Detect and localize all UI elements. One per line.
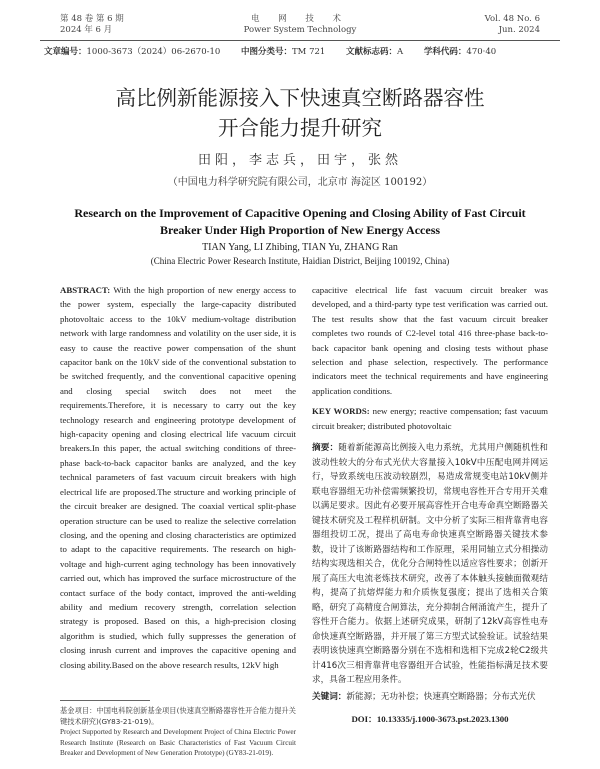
abstract-cn (312, 441, 548, 688)
doi: DOI：10.13335/j.1000-3673.pst.2023.1300 (351, 713, 509, 724)
article-metadata (44, 45, 514, 57)
keywords-en-label: KEY WORDS: (312, 406, 370, 417)
affiliation-en: (China Electric Power Research Institute, Haidian District, Beijing 100192, China) (150, 256, 450, 266)
title-cn-line2: 开合能力提升研究 (218, 116, 382, 140)
keywords-cn-text: 新能源；无功补偿；快速真空断路器；分布式光伏 (346, 691, 536, 702)
abstract-en-text-part1: With the high proportion of new energy access to the power system, especially the large-capacity distributed photovoltaic access to the 10kV medium-voltage distribution network with large randomness and volatility on the user side, it is easy to cause the reactive power compensation of the shunt capacitor bank on the 10kV side of the conventional substation to be switched frequently, and the conventional capacitive opening and closing special switch does not meet the requirements.Therefore, it is necessary to carry out the key technology research and engineering prototype development of high-capacity opening and closing electrical life vacuum circuit breakers.In this paper, the actual switching conditions of three-phase back-to-back capacitor banks are analyzed, and the key technical parameters of fast vacuum circuit breakers with high electrical life are proposed.The structure and working principle of the circuit breaker are designed. The coaxial vertical split-phase operation structure can be used to realize the selective correlation closing, and the opening and closing characteristics are optimized to adapt to the capacitive requirements. The research on high-voltage and high-current aging technology has been innovatively carried out, which has improved the surface microstructure of the contact surface of the body contact, improved the anti-welding ability and medium recovery strength, correlation selection strategy is proposed. Based on this, a high-precision closing algorithm is studied, which fully suppresses the generation of closing inrush current and improves the capacitive opening and closing ability.Based on the above research results, 12kV high (60, 285, 297, 670)
funding-footnote-cn: 基金项目：中国电科院创新基金项目(快速真空断路器容性开合能力提升关键技术研究)(GY83-21-019)。 (60, 706, 296, 726)
clc-code: 中图分类号：TM 721 (241, 47, 326, 57)
volume-number-en: Vol. 48 No. 6 (484, 14, 540, 24)
abstract-en-label: ABSTRACT: (60, 285, 111, 295)
doc-code: 文献标志码：A (346, 47, 404, 57)
abstract-cn-text: 随着新能源高比例接入电力系统，尤其用户侧随机性和波动性较大的分布式光伏大容量接入10kV中压配电网并网运行，导致系统电压波动较剧烈，易造成常规变电站10kV侧并联电容器组无功补偿需频繁投切，常规电容性开合专用开关难以满足要求。因此有必要开展高容性开合电寿命真空断路器关键技术研究及工程样机研制。文中分析了实际三相背靠背电容器组投切工况，提出了高电寿命快速真空断路器关键技术参数，设计了该断路器结构和工作原理，采用同轴立式分相操动结构实现选相关合，优化分合闸特性以适应容性要求；创新开展了高压大电流老炼技术研究，改善了本体触头接触面微观结构，提高了抗熔焊能力和介质恢复强度；提出了选相关合策略，研究了高精度合闸算法，充分抑制合闸涌流产生，提升了容性开合能力。依据上述研究成果，研制了12kV高容性电寿命快速真空断路器，并开展了第三方型式试验验证。试验结果表明该快速真空断路器分别在不选相和选相下完成2轮C2级共计416次三相背靠背电容器组开合试验，性能指标满足技术要求，具备工程应用条件。 (312, 443, 548, 686)
title-cn-line1: 高比例新能源接入下快速真空断路器容性 (115, 86, 485, 110)
keywords-en-text: new energy; reactive compensation; fast vacuum circuit breaker; distributed photovoltaic (312, 406, 549, 431)
journal-name-en: Power System Technology (243, 25, 357, 35)
keywords-cn-label: 关键词： (312, 691, 347, 702)
affiliation-cn: （中国电力科学研究院有限公司，北京市 海淀区 100192） (167, 177, 433, 188)
header-rule (40, 40, 560, 41)
issue-date-en: Jun. 2024 (498, 25, 540, 35)
journal-name-cn: 电 网 技 术 (250, 14, 350, 24)
funding-footnote (60, 706, 296, 759)
abstract-en-text-part2: capacitive electrical life fast vacuum circuit breaker was developed, and a third-party type test verification was carried out. The test results show that the fast vacuum circuit breaker completes two rounds of C2-level total 416 three-phase back-to-back capacitor bank opening and closing tests without phase selection and phase selection, respectively. The performance indicators meet the technical requirements and have engineering application conditions. (312, 285, 548, 396)
funding-footnote-en: Project Supported by Research and Development Project of China Electric Power Research Institute (Research on Basic Characteristics of Fast Vacuum Circuit Breaker and Development of New Generation Prototype) (GY83-21-019). (60, 728, 296, 757)
authors-cn: 田阳，李志兵，田宇，张然 (197, 153, 402, 168)
footnote-rule (60, 700, 150, 701)
volume-issue: 第 48 卷 第 6 期 (60, 14, 124, 24)
keywords-en (312, 404, 548, 433)
keywords-cn (312, 690, 548, 704)
issue-date: 2024 年 6 月 (60, 25, 113, 35)
authors-en: TIAN Yang, LI Zhibing, TIAN Yu, ZHANG Ran (202, 242, 398, 253)
abstract-cn-label: 摘要： (312, 443, 339, 454)
journal-volume-header (485, 14, 540, 36)
abstract-right-column (312, 283, 548, 726)
subject-code: 学科代码：470·40 (423, 47, 497, 57)
title-en: Research on the Improvement of Capacitive Opening and Closing Ability of Fast Circuit Breaker Under High Proportion of New Energy Access (74, 206, 526, 237)
abstract-en-left-column (60, 283, 296, 672)
article-id: 文章编号：1000-3673（2024）06-2670-10 (44, 47, 221, 57)
